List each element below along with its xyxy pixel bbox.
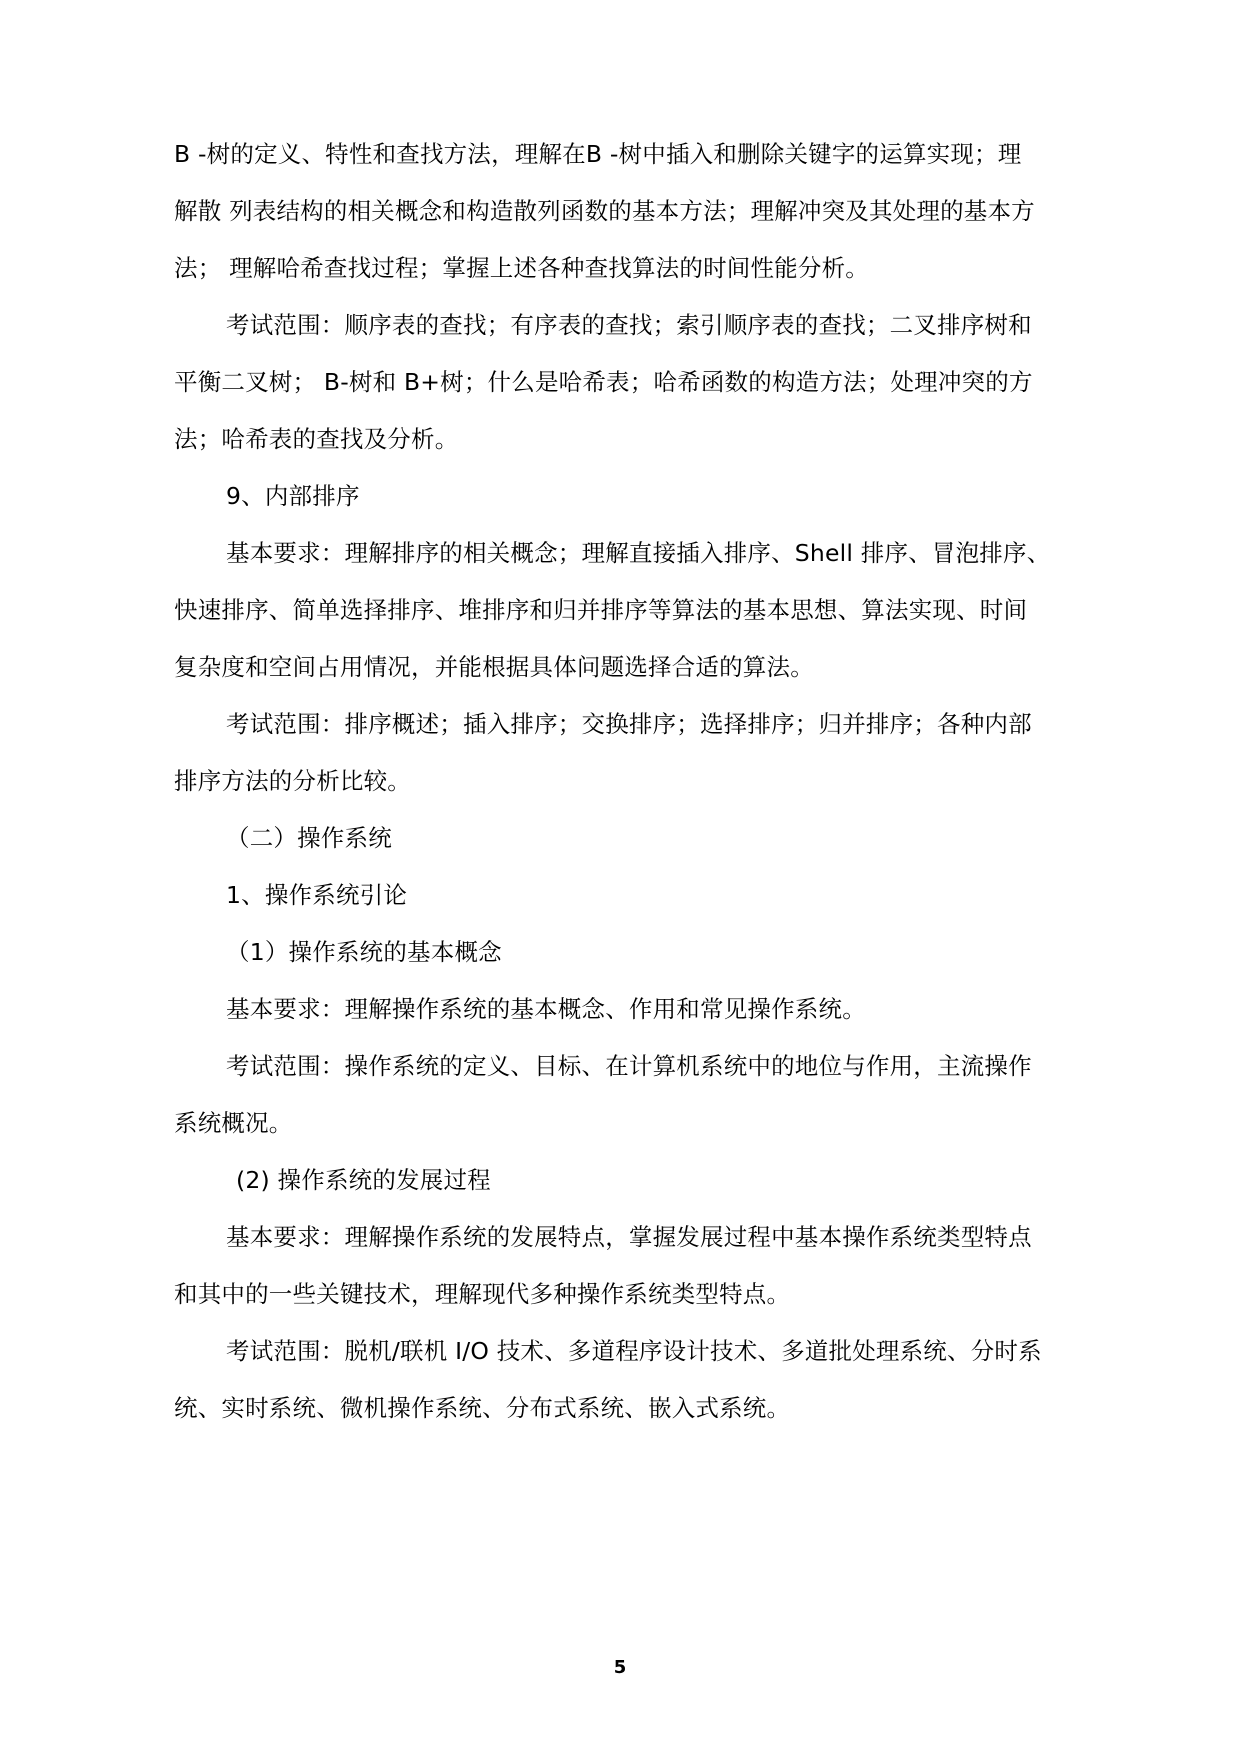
section-heading: （二）操作系统 bbox=[226, 824, 392, 852]
subsection-heading: （1）操作系统的基本概念 bbox=[226, 938, 502, 966]
text-line: 考试范围：排序概述；插入排序；交换排序；选择排序；归并排序；各种内部 bbox=[226, 710, 1032, 738]
text-line: 考试范围：顺序表的查找；有序表的查找；索引顺序表的查找；二叉排序树和 bbox=[226, 311, 1032, 339]
text-line: 快速排序、简单选择排序、堆排序和归并排序等算法的基本思想、算法实现、时间 bbox=[174, 596, 1028, 624]
text-line: 基本要求：理解排序的相关概念；理解直接插入排序、Shell 排序、冒泡排序、 bbox=[226, 539, 1051, 567]
text-line: 平衡二叉树； B-树和 B+树；什么是哈希表；哈希函数的构造方法；处理冲突的方 bbox=[174, 368, 1033, 396]
text-line: 基本要求：理解操作系统的发展特点，掌握发展过程中基本操作系统类型特点 bbox=[226, 1223, 1032, 1251]
text-line: B -树的定义、特性和查找方法，理解在B -树中插入和删除关键字的运算实现；理 bbox=[174, 140, 1022, 168]
subsection-heading: (2) 操作系统的发展过程 bbox=[236, 1166, 491, 1194]
text-line: 排序方法的分析比较。 bbox=[174, 767, 411, 795]
text-line: 系统概况。 bbox=[174, 1109, 293, 1137]
section-heading: 9、内部排序 bbox=[226, 482, 360, 510]
text-line: 法； 理解哈希查找过程；掌握上述各种查找算法的时间性能分析。 bbox=[174, 254, 869, 282]
text-line: 复杂度和空间占用情况，并能根据具体问题选择合适的算法。 bbox=[174, 653, 814, 681]
text-line: 考试范围：脱机/联机 I/O 技术、多道程序设计技术、多道批处理系统、分时系 bbox=[226, 1337, 1042, 1365]
text-line: 统、实时系统、微机操作系统、分布式系统、嵌入式系统。 bbox=[174, 1394, 791, 1422]
page-number: 5 bbox=[613, 1657, 627, 1678]
text-line: 考试范围：操作系统的定义、目标、在计算机系统中的地位与作用，主流操作 bbox=[226, 1052, 1032, 1080]
text-line: 基本要求：理解操作系统的基本概念、作用和常见操作系统。 bbox=[226, 995, 866, 1023]
section-heading: 1、操作系统引论 bbox=[226, 881, 408, 909]
text-line: 解散 列表结构的相关概念和构造散列函数的基本方法；理解冲突及其处理的基本方 bbox=[174, 197, 1035, 225]
text-line: 法；哈希表的查找及分析。 bbox=[174, 425, 459, 453]
text-line: 和其中的一些关键技术，理解现代多种操作系统类型特点。 bbox=[174, 1280, 791, 1308]
